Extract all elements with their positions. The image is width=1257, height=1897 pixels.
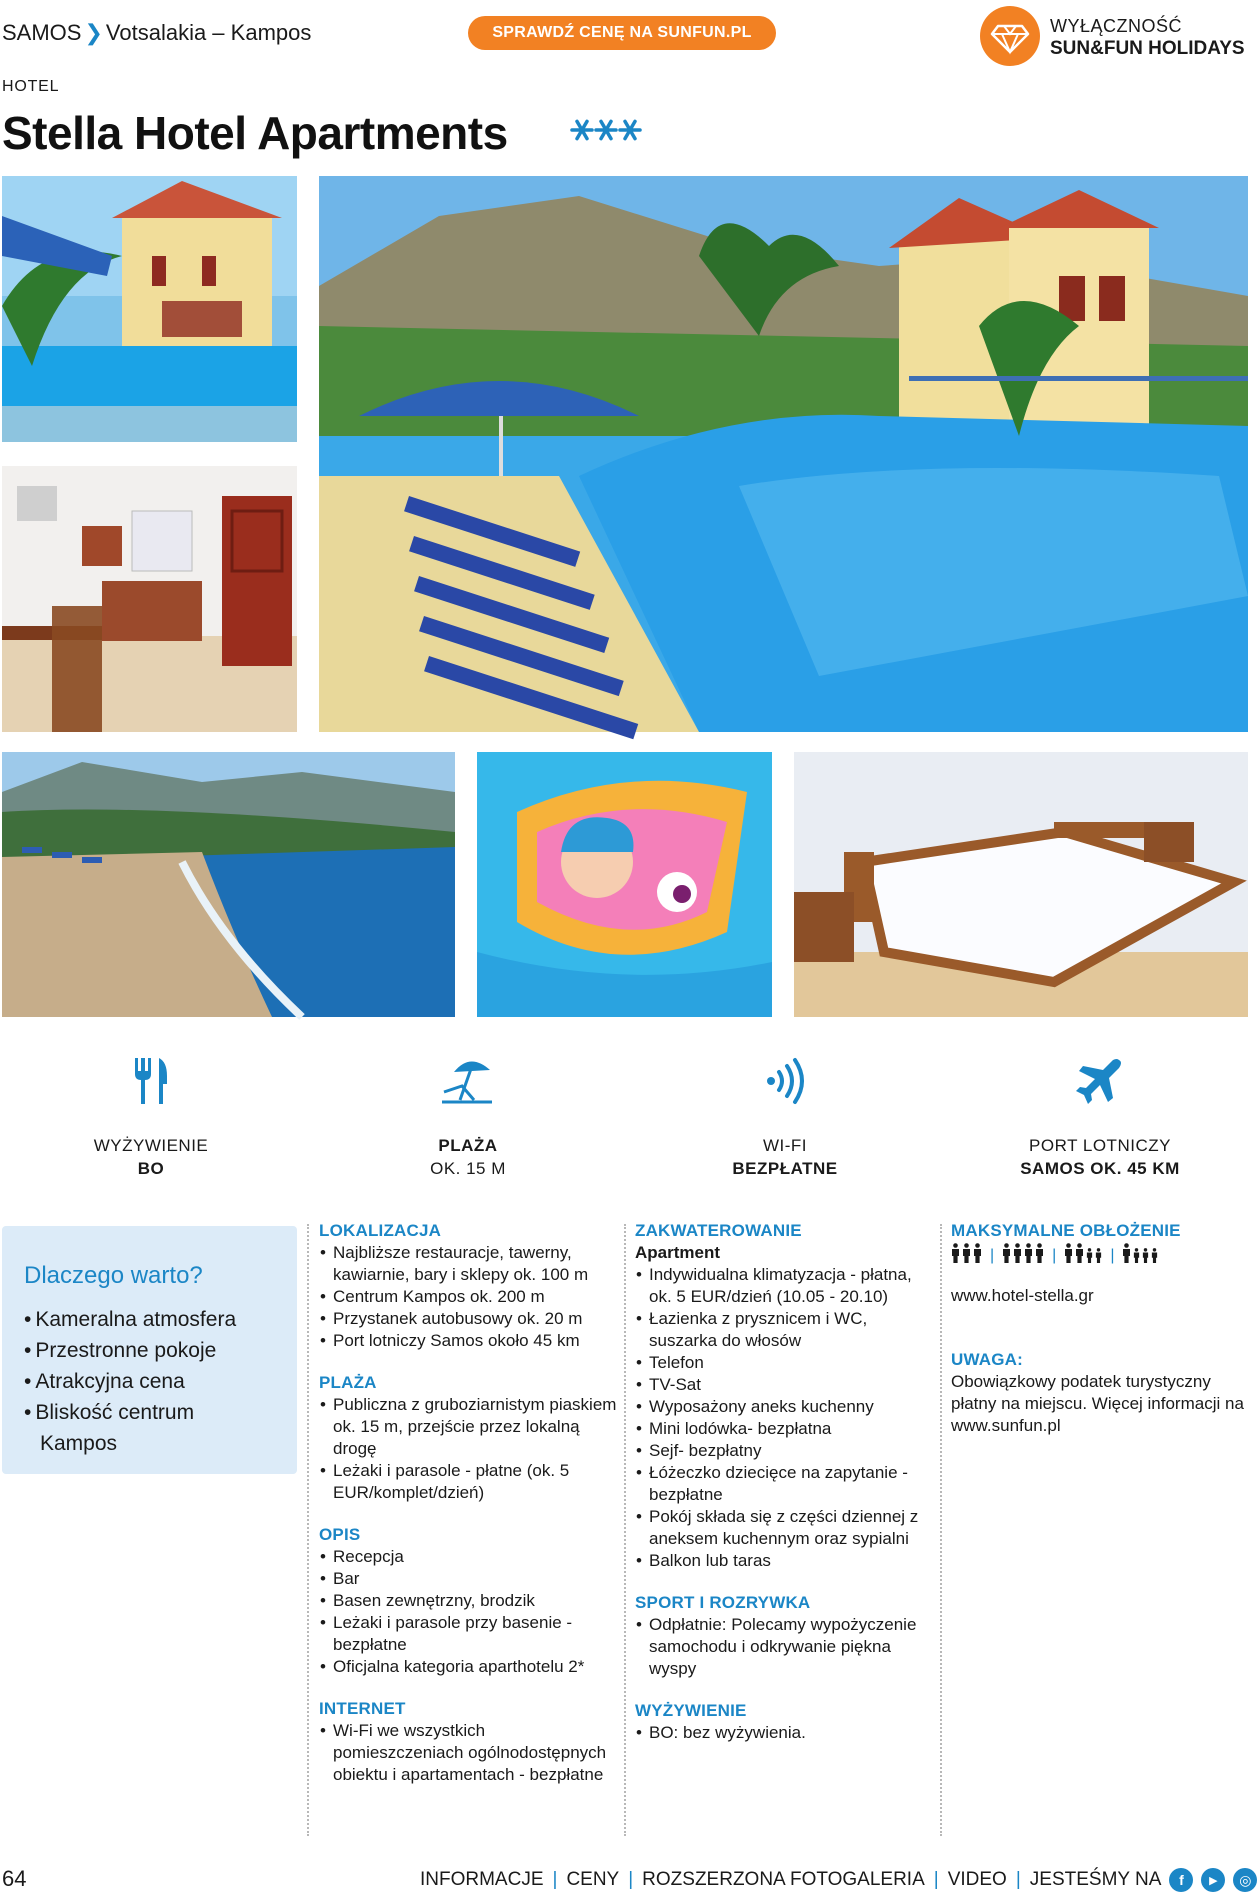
why-box [2, 1226, 297, 1474]
page-title: Stella Hotel Apartments [2, 107, 508, 159]
airplane-icon [975, 1054, 1225, 1108]
why-item: • Przestronne pokoje [24, 1339, 217, 1362]
occupancy-option [951, 1243, 982, 1269]
feature-board-value: BO [137, 1159, 165, 1178]
feature-beach [343, 1054, 593, 1180]
badge-line-2: SUN&FUN HOLIDAYS [1050, 38, 1245, 59]
occupancy-icons [951, 1245, 1250, 1267]
star-rating [570, 110, 642, 150]
list-item: • BO: bez wyżywienia. [635, 1722, 935, 1744]
why-title: Dlaczego warto? [24, 1262, 203, 1289]
info-column-1 [319, 1220, 619, 1786]
why-list [24, 1304, 297, 1459]
adult-icon [1064, 1243, 1073, 1269]
list-item: • Leżaki i parasole - płatne (ok. 5 EUR/komplet/dzień) [319, 1460, 619, 1504]
star-icon [620, 121, 640, 138]
footer-link-gallery[interactable]: ROZSZERZONA FOTOGALERIA [642, 1869, 925, 1890]
column-divider [940, 1224, 942, 1836]
section-title-accommodation: ZAKWATEROWANIE [635, 1221, 802, 1240]
instagram-icon[interactable]: ◎ [1233, 1868, 1257, 1892]
photo-pool-villa[interactable] [2, 176, 297, 442]
child-icon [1151, 1247, 1158, 1269]
list-item: • Publiczna z gruboziarnistym piaskiem ok. 15 m, przejście przez lokalną drogę [319, 1394, 619, 1460]
list-item: • Wi-Fi we wszystkich pomieszczeniach ogólnodostępnych obiektu i apartamentach - bezpłatne [319, 1720, 619, 1786]
why-item: • Bliskość centrum [24, 1401, 195, 1424]
feature-airport-label: PORT LOTNICZY [1029, 1136, 1171, 1155]
photo-main-pool[interactable] [319, 176, 1248, 732]
photo-bedroom[interactable] [794, 752, 1248, 1017]
feature-beach-value: OK. 15 M [430, 1159, 506, 1178]
info-column-3 [951, 1220, 1250, 1437]
section-title-location: LOKALIZACJA [319, 1221, 442, 1240]
occupancy-option [1122, 1243, 1158, 1269]
column-divider [307, 1224, 309, 1836]
list-item: • Najbliższe restauracje, tawerny, kawiarnie, bary i sklepy ok. 100 m [319, 1242, 619, 1286]
feature-board [26, 1054, 276, 1180]
adult-icon [1075, 1243, 1084, 1269]
adult-icon [1013, 1243, 1022, 1269]
list-item: • Recepcja [319, 1546, 619, 1568]
section-title-description: OPIS [319, 1525, 361, 1544]
feature-wifi-value: BEZPŁATNE [732, 1159, 838, 1178]
adult-icon [962, 1243, 971, 1269]
child-icon [1095, 1247, 1102, 1269]
feature-airport-value: SAMOS OK. 45 KM [1020, 1159, 1180, 1178]
list-item: • Leżaki i parasole przy basenie - bezpłatne [319, 1612, 619, 1656]
section-title-note: UWAGA: [951, 1350, 1024, 1369]
section-title-beach: PLAŻA [319, 1373, 377, 1392]
adult-icon [973, 1243, 982, 1269]
facebook-icon[interactable]: f [1169, 1868, 1193, 1892]
why-item: • Kameralna atmosfera [24, 1308, 237, 1331]
feature-airport [975, 1054, 1225, 1180]
list-item: • Balkon lub taras [635, 1550, 935, 1572]
section-title-sport: SPORT I ROZRYWKA [635, 1593, 811, 1612]
chevron-right-icon: ❯ [84, 20, 103, 45]
breadcrumb-region[interactable]: SAMOS [2, 20, 82, 45]
star-icon [596, 121, 616, 138]
child-icon [1133, 1247, 1140, 1269]
beach-umbrella-icon [343, 1054, 593, 1108]
column-divider [624, 1224, 626, 1836]
badge-line-1: WYŁĄCZNOŚĆ [1050, 16, 1183, 36]
list-item: • Wyposażony aneks kuchenny [635, 1396, 935, 1418]
footer-link-info[interactable]: INFORMACJE [420, 1869, 544, 1890]
list-item: • Basen zewnętrzny, brodzik [319, 1590, 619, 1612]
info-column-2 [635, 1220, 935, 1744]
wifi-icon [660, 1054, 910, 1108]
section-title-internet: INTERNET [319, 1699, 406, 1718]
photo-child-float[interactable] [477, 752, 772, 1017]
adult-icon [1035, 1243, 1044, 1269]
list-item: • Łazienka z prysznicem i WC, suszarka do włosów [635, 1308, 935, 1352]
footer-link-social: JESTEŚMY NA [1029, 1869, 1162, 1890]
star-icon [572, 121, 592, 138]
occupancy-separator: | [1052, 1247, 1057, 1264]
occupancy-option [1002, 1243, 1044, 1269]
occupancy-separator: | [990, 1247, 995, 1264]
list-item: • Przystanek autobusowy ok. 20 m [319, 1308, 619, 1330]
hotel-website-link[interactable]: www.hotel-stella.gr [951, 1286, 1094, 1305]
list-item: • Telefon [635, 1352, 935, 1374]
section-title-meals: WYŻYWIENIE [635, 1701, 747, 1720]
feature-beach-label: PLAŻA [438, 1136, 498, 1155]
exclusive-badge [980, 6, 1250, 66]
list-item: • Odpłatnie: Polecamy wypożyczenie samochodu i odkrywanie piękna wyspy [635, 1614, 935, 1680]
footer-separator: | [628, 1869, 634, 1890]
page-number: 64 [2, 1866, 27, 1891]
child-icon [1086, 1247, 1093, 1269]
adult-icon [1122, 1243, 1131, 1269]
check-price-button[interactable]: SPRAWDŹ CENĘ NA SUNFUN.PL [468, 16, 776, 50]
room-type: Apartment [635, 1243, 721, 1262]
list-item: • Mini lodówka- bezpłatna [635, 1418, 935, 1440]
footer-separator: | [933, 1869, 939, 1890]
list-item: • Indywidualna klimatyzacja - płatna, ok. 5 EUR/dzień (10.05 - 20.10) [635, 1264, 935, 1308]
list-item: • Oficjalna kategoria aparthotelu 2* [319, 1656, 619, 1678]
photo-beach[interactable] [2, 752, 455, 1017]
diamond-icon [980, 6, 1040, 66]
footer-separator: | [552, 1869, 558, 1890]
adult-icon [1024, 1243, 1033, 1269]
youtube-icon[interactable]: ▶ [1201, 1868, 1225, 1892]
list-item: • Pokój składa się z części dziennej z aneksem kuchennym oraz sypialni [635, 1506, 935, 1550]
list-item: • Centrum Kampos ok. 200 m [319, 1286, 619, 1308]
list-item: • Port lotniczy Samos około 45 km [319, 1330, 619, 1352]
occupancy-separator: | [1110, 1247, 1115, 1264]
category-label: HOTEL [2, 78, 60, 95]
fork-knife-icon [26, 1054, 276, 1108]
why-item: • Atrakcyjna cena [24, 1370, 185, 1393]
feature-wifi-label: WI-FI [762, 1136, 808, 1155]
why-item: Kampos [40, 1432, 118, 1455]
adult-icon [951, 1243, 960, 1269]
adult-icon [1002, 1243, 1011, 1269]
footer-nav [420, 1868, 1257, 1892]
footer-separator: | [1015, 1869, 1021, 1890]
occupancy-option [1064, 1243, 1102, 1269]
child-icon [1142, 1247, 1149, 1269]
list-item: • Bar [319, 1568, 619, 1590]
footer-link-prices[interactable]: CENY [566, 1869, 620, 1890]
feature-wifi [660, 1054, 910, 1180]
footer-link-video[interactable]: VIDEO [947, 1869, 1007, 1890]
list-item: • Sejf- bezpłatny [635, 1440, 935, 1462]
list-item: • TV-Sat [635, 1374, 935, 1396]
photo-kitchenette[interactable] [2, 466, 297, 732]
section-title-occupancy: MAKSYMALNE OBŁOŻENIE [951, 1221, 1181, 1240]
breadcrumb-location: Votsalakia – Kampos [105, 20, 312, 45]
feature-board-label: WYŻYWIENIE [93, 1136, 209, 1155]
note-text: Obowiązkowy podatek turystyczny płatny na miejscu. Więcej informacji na www.sunfun.pl [951, 1372, 1244, 1435]
breadcrumb [2, 20, 311, 46]
list-item: • Łóżeczko dziecięce na zapytanie - bezpłatne [635, 1462, 935, 1506]
